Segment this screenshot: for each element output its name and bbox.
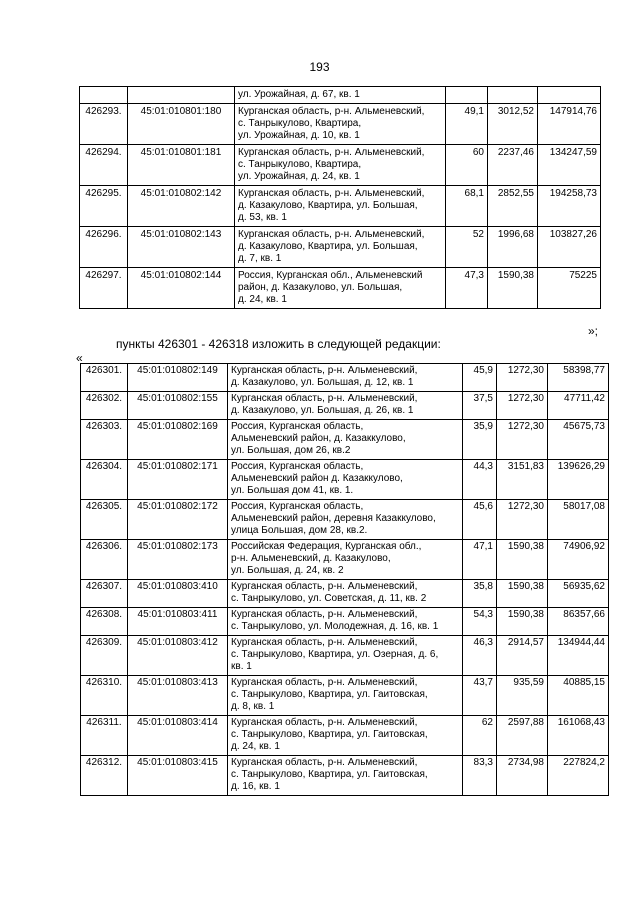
row-number: 426310. xyxy=(81,676,128,716)
address: Курганская область, р-н. Альменевский, с. Танрыкулово, ул. Советская, д. 11, кв. 2 xyxy=(228,580,463,608)
price-per-unit: 1590,38 xyxy=(497,608,548,636)
table-row xyxy=(81,392,609,420)
cadastral-number: 45:01:010802:143 xyxy=(128,227,235,268)
closing-quote: »; xyxy=(588,324,599,338)
cadastral-number: 45:01:010803:415 xyxy=(128,756,228,796)
address: Курганская область, р-н. Альменевский, с. Танрыкулово, Квартира, ул. Урожайная, д. 24, кв. 1 xyxy=(235,145,446,186)
address: Россия, Курганская область, Альменевский район, деревня Казаккулово, улица Большая, дом 28, кв.2. xyxy=(228,500,463,540)
price-per-unit: 2852,55 xyxy=(488,186,538,227)
price-per-unit: 3151,83 xyxy=(497,460,548,500)
total-value: 161068,43 xyxy=(548,716,609,756)
total-value: 58017,08 xyxy=(548,500,609,540)
area-value: 44,3 xyxy=(463,460,497,500)
address: Россия, Курганская область, Альменевский район д. Казаккулово, ул. Большая дом 41, кв. 1. xyxy=(228,460,463,500)
cadastral-number: 45:01:010803:412 xyxy=(128,636,228,676)
cadastral-number: 45:01:010802:172 xyxy=(128,500,228,540)
address: Российская Федерация, Курганская обл., р-н. Альменевский, д. Казакулово, ул. Большая, д. 24, кв. 2 xyxy=(228,540,463,580)
table-row xyxy=(81,608,609,636)
address: Россия, Курганская обл., Альменевский район, д. Казакулово, ул. Большая, д. 24, кв. 1 xyxy=(235,268,446,309)
row-number: 426308. xyxy=(81,608,128,636)
area-value: 54,3 xyxy=(463,608,497,636)
cadastral-number: 45:01:010803:410 xyxy=(128,580,228,608)
price-per-unit: 2237,46 xyxy=(488,145,538,186)
cadastral-number: 45:01:010801:181 xyxy=(128,145,235,186)
total-value: 47711,42 xyxy=(548,392,609,420)
address: Курганская область, р-н. Альменевский, с. Танрыкулово, Квартира, ул. Гаитовская, д. 24, кв. 1 xyxy=(228,716,463,756)
area-value: 47,3 xyxy=(446,268,488,309)
total-value: 194258,73 xyxy=(538,186,601,227)
area-value: 46,3 xyxy=(463,636,497,676)
table-row xyxy=(81,500,609,540)
opening-quote: « xyxy=(76,351,83,365)
total-value: 58398,77 xyxy=(548,364,609,392)
row-number: 426311. xyxy=(81,716,128,756)
row-number xyxy=(80,87,128,104)
table-row xyxy=(80,145,601,186)
cadastral-number: 45:01:010802:144 xyxy=(128,268,235,309)
cadastral-number xyxy=(128,87,235,104)
total-value: 134247,59 xyxy=(538,145,601,186)
address: Курганская область, р-н. Альменевский, д. Казакулово, ул. Большая, д. 12, кв. 1 xyxy=(228,364,463,392)
total-value: 147914,76 xyxy=(538,104,601,145)
total-value: 86357,66 xyxy=(548,608,609,636)
price-per-unit: 935,59 xyxy=(497,676,548,716)
table-row xyxy=(81,636,609,676)
cadastral-number: 45:01:010803:413 xyxy=(128,676,228,716)
area-value: 37,5 xyxy=(463,392,497,420)
address: Курганская область, р-н. Альменевский, с. Танрыкулово, Квартира, ул. Гаитовская, д. 8, кв. 1 xyxy=(228,676,463,716)
area-value xyxy=(446,87,488,104)
table-bottom xyxy=(80,363,609,796)
area-value: 52 xyxy=(446,227,488,268)
total-value: 227824,2 xyxy=(548,756,609,796)
table-row xyxy=(81,676,609,716)
area-value: 35,9 xyxy=(463,420,497,460)
area-value: 49,1 xyxy=(446,104,488,145)
page-number: 193 xyxy=(309,60,330,74)
row-number: 426309. xyxy=(81,636,128,676)
total-value: 75225 xyxy=(538,268,601,309)
row-number: 426301. xyxy=(81,364,128,392)
area-value: 45,6 xyxy=(463,500,497,540)
table-row xyxy=(80,186,601,227)
table-row xyxy=(81,460,609,500)
price-per-unit: 1272,30 xyxy=(497,420,548,460)
address: Курганская область, р-н. Альменевский, д. Казакулово, Квартира, ул. Большая, д. 7, кв. 1 xyxy=(235,227,446,268)
address: Курганская область, р-н. Альменевский, д. Казакулово, ул. Большая, д. 26, кв. 1 xyxy=(228,392,463,420)
price-per-unit: 1590,38 xyxy=(497,540,548,580)
table-row xyxy=(81,420,609,460)
price-per-unit: 2597,88 xyxy=(497,716,548,756)
area-value: 43,7 xyxy=(463,676,497,716)
table-row xyxy=(81,716,609,756)
cadastral-number: 45:01:010802:171 xyxy=(128,460,228,500)
row-number: 426302. xyxy=(81,392,128,420)
amendment-instruction: пункты 426301 - 426318 изложить в следующей редакции: xyxy=(116,337,441,351)
row-number: 426294. xyxy=(80,145,128,186)
area-value: 47,1 xyxy=(463,540,497,580)
area-value: 83,3 xyxy=(463,756,497,796)
total-value: 74906,92 xyxy=(548,540,609,580)
row-number: 426297. xyxy=(80,268,128,309)
cadastral-number: 45:01:010802:155 xyxy=(128,392,228,420)
row-number: 426293. xyxy=(80,104,128,145)
table-row xyxy=(81,756,609,796)
cadastral-number: 45:01:010803:411 xyxy=(128,608,228,636)
address: ул. Урожайная, д. 67, кв. 1 xyxy=(235,87,446,104)
total-value: 103827,26 xyxy=(538,227,601,268)
price-per-unit: 1272,30 xyxy=(497,392,548,420)
row-number: 426304. xyxy=(81,460,128,500)
total-value: 134944,44 xyxy=(548,636,609,676)
row-number: 426295. xyxy=(80,186,128,227)
area-value: 62 xyxy=(463,716,497,756)
table-row xyxy=(81,580,609,608)
row-number: 426303. xyxy=(81,420,128,460)
row-number: 426307. xyxy=(81,580,128,608)
cadastral-number: 45:01:010802:142 xyxy=(128,186,235,227)
total-value: 45675,73 xyxy=(548,420,609,460)
row-number: 426296. xyxy=(80,227,128,268)
address: Курганская область, р-н. Альменевский, с. Танрыкулово, Квартира, ул. Озерная, д. 6, кв. 1 xyxy=(228,636,463,676)
price-per-unit: 1272,30 xyxy=(497,364,548,392)
address: Россия, Курганская область, Альменевский район, д. Казаккулово, ул. Большая, дом 26, кв.2 xyxy=(228,420,463,460)
address: Курганская область, р-н. Альменевский, с. Танрыкулово, Квартира, ул. Гаитовская, д. 16, кв. 1 xyxy=(228,756,463,796)
total-value: 40885,15 xyxy=(548,676,609,716)
price-per-unit: 1590,38 xyxy=(497,580,548,608)
table-row xyxy=(80,104,601,145)
price-per-unit: 1590,38 xyxy=(488,268,538,309)
cadastral-number: 45:01:010801:180 xyxy=(128,104,235,145)
row-number: 426305. xyxy=(81,500,128,540)
row-number: 426312. xyxy=(81,756,128,796)
price-per-unit: 3012,52 xyxy=(488,104,538,145)
area-value: 60 xyxy=(446,145,488,186)
row-number: 426306. xyxy=(81,540,128,580)
address: Курганская область, р-н. Альменевский, д. Казакулово, Квартира, ул. Большая, д. 53, кв. 1 xyxy=(235,186,446,227)
cadastral-number: 45:01:010802:169 xyxy=(128,420,228,460)
price-per-unit: 2914,57 xyxy=(497,636,548,676)
table-bottom-body xyxy=(81,364,609,796)
price-per-unit: 1272,30 xyxy=(497,500,548,540)
table-top-body xyxy=(80,87,601,309)
table-row xyxy=(80,227,601,268)
cadastral-number: 45:01:010803:414 xyxy=(128,716,228,756)
area-value: 45,9 xyxy=(463,364,497,392)
total-value: 56935,62 xyxy=(548,580,609,608)
table-row xyxy=(80,268,601,309)
area-value: 35,8 xyxy=(463,580,497,608)
table-row xyxy=(81,540,609,580)
price-per-unit: 1996,68 xyxy=(488,227,538,268)
area-value: 68,1 xyxy=(446,186,488,227)
table-row xyxy=(80,87,601,104)
table-row xyxy=(81,364,609,392)
address: Курганская область, р-н. Альменевский, с. Танрыкулово, Квартира, ул. Урожайная, д. 10, кв. 1 xyxy=(235,104,446,145)
total-value xyxy=(538,87,601,104)
total-value: 139626,29 xyxy=(548,460,609,500)
address: Курганская область, р-н. Альменевский, с. Танрыкулово, ул. Молодежная, д. 16, кв. 1 xyxy=(228,608,463,636)
cadastral-number: 45:01:010802:173 xyxy=(128,540,228,580)
table-top xyxy=(79,86,601,309)
price-per-unit xyxy=(488,87,538,104)
price-per-unit: 2734,98 xyxy=(497,756,548,796)
cadastral-number: 45:01:010802:149 xyxy=(128,364,228,392)
